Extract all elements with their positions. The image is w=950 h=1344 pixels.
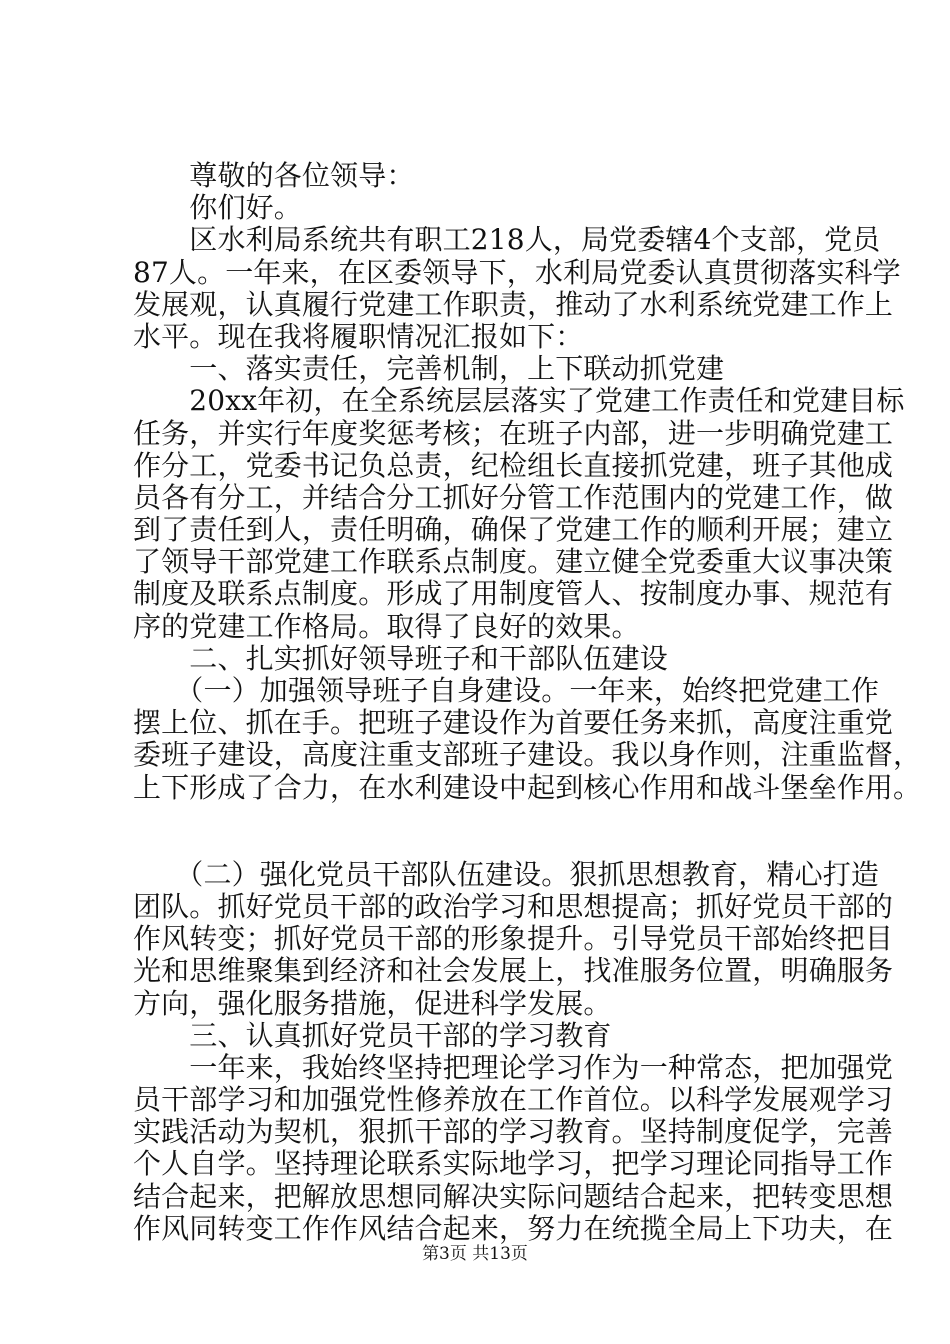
paragraph-line: 制度及联系点制度。形成了用制度管人、按制度办事、规范有 [133, 577, 894, 611]
section-heading: 二、扎实抓好领导班子和干部队伍建设 [133, 641, 668, 675]
paragraph-line: 作风转变；抓好党员干部的形象提升。引导党员干部始终把目 [133, 922, 894, 956]
paragraph-line: 员干部学习和加强党性修养放在工作首位。以科学发展观学习 [133, 1083, 894, 1117]
paragraph-line: 水平。现在我将履职情况汇报如下： [133, 319, 584, 353]
paragraph-line: 20xx年初，在全系统层层落实了党建工作责任和党建目标 [133, 384, 905, 418]
salutation: 尊敬的各位领导： [133, 159, 415, 192]
paragraph-line: 方向，强化服务措施，促进科学发展。 [133, 986, 612, 1020]
paragraph-line: 到了责任到人，责任明确，确保了党建工作的顺利开展；建立 [133, 513, 894, 547]
paragraph-line: （一）加强领导班子自身建设。一年来，始终把党建工作 [133, 674, 880, 707]
paragraph-line: 委班子建设，高度注重支部班子建设。我以身作则，注重监督， [133, 738, 922, 772]
paragraph-line: 任务，并实行年度奖惩考核；在班子内部，进一步明确党建工 [133, 416, 894, 450]
paragraph-line: 区水利局系统共有职工218人，局党委辖4个支部，党员 [133, 223, 881, 257]
greeting: 你们好。 [133, 191, 302, 225]
paragraph-line: 作分工，党委书记负总责，纪检组长直接抓党建，班子其他成 [133, 448, 894, 482]
paragraph-line: 作风同转变工作作风结合起来，努力在统揽全局上下功夫，在 [133, 1211, 894, 1245]
document-body [133, 159, 922, 1245]
section-heading: 一、落实责任，完善机制，上下联动抓党建 [133, 352, 725, 386]
paragraph-line: 87人。一年来，在区委领导下，水利局党委认真贯彻落实科学 [133, 255, 901, 289]
paragraph-line: 摆上位、抓在手。把班子建设作为首要任务来抓，高度注重党 [133, 706, 894, 740]
paragraph-line: 光和思维聚集到经济和社会发展上，找准服务位置，明确服务 [133, 954, 894, 988]
paragraph-line: （二）强化党员干部队伍建设。狠抓思想教育，精心打造 [133, 857, 880, 891]
paragraph-line: 了领导干部党建工作联系点制度。建立健全党委重大议事决策 [133, 545, 894, 579]
paragraph-line: 结合起来，把解放思想同解决实际问题结合起来，把转变思想 [133, 1179, 894, 1213]
paragraph-line: 上下形成了合力，在水利建设中起到核心作用和战斗堡垒作用。 [133, 770, 922, 804]
section-heading: 三、认真抓好党员干部的学习教育 [133, 1018, 612, 1052]
paragraph-line: 发展观，认真履行党建工作职责，推动了水利系统党建工作上 [133, 287, 894, 321]
paragraph-line: 员各有分工，并结合分工抓好分管工作范围内的党建工作，做 [133, 480, 894, 514]
paragraph-line: 一年来，我始终坚持把理论学习作为一种常态，把加强党 [133, 1050, 894, 1084]
paragraph-line: 实践活动为契机，狠抓干部的学习教育。坚持制度促学，完善 [133, 1115, 894, 1149]
page-number-footer: 第3页 共13页 [422, 1244, 528, 1264]
paragraph-gap [133, 804, 833, 859]
paragraph-line: 序的党建工作格局。取得了良好的效果。 [133, 609, 640, 643]
paragraph-line: 个人自学。坚持理论联系实际地学习，把学习理论同指导工作 [133, 1147, 894, 1181]
paragraph-line: 团队。抓好党员干部的政治学习和思想提高；抓好党员干部的 [133, 889, 894, 923]
